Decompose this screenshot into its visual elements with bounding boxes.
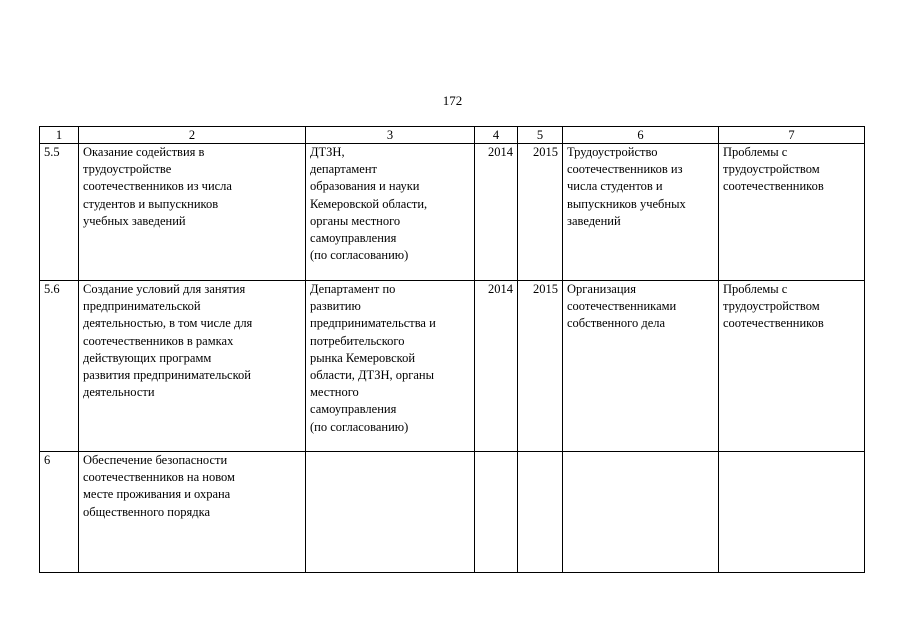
row-number: 5.6 [40, 281, 79, 452]
end-year-cell [518, 452, 563, 573]
column-number-3: 3 [306, 127, 475, 144]
column-number-5: 5 [518, 127, 563, 144]
start-year-cell: 2014 [475, 281, 518, 452]
problem-cell: Проблемы с трудоустройством соотечественников [719, 144, 865, 281]
responsible-cell: Департамент по развитию предпринимательства и потребительского рынка Кемеровской области, ДТЗН, органы местного самоуправления (по согласованию) [306, 281, 475, 452]
end-year-cell: 2015 [518, 144, 563, 281]
result-cell: Трудоустройство соотечественников из числа студентов и выпускников учебных заведений [563, 144, 719, 281]
result-cell [563, 452, 719, 573]
activity-cell: Оказание содействия в трудоустройстве соотечественников из числа студентов и выпускников учебных заведений [79, 144, 306, 281]
table-row [40, 452, 865, 573]
row-number: 5.5 [40, 144, 79, 281]
page-number: 172 [442, 93, 463, 108]
column-number-7: 7 [719, 127, 865, 144]
start-year-cell [475, 452, 518, 573]
column-number-2: 2 [79, 127, 306, 144]
program-activities-table [39, 126, 865, 573]
column-number-4: 4 [475, 127, 518, 144]
problem-cell: Проблемы с трудоустройством соотечественников [719, 281, 865, 452]
activity-cell: Обеспечение безопасности соотечественников на новом месте проживания и охрана общественного порядка [79, 452, 306, 573]
column-number-row [40, 127, 865, 144]
result-cell: Организация соотечественниками собственного дела [563, 281, 719, 452]
row-number: 6 [40, 452, 79, 573]
column-number-6: 6 [563, 127, 719, 144]
start-year-cell: 2014 [475, 144, 518, 281]
responsible-cell: ДТЗН, департамент образования и науки Кемеровской области, органы местного самоуправления (по согласованию) [306, 144, 475, 281]
table-row [40, 144, 865, 281]
problem-cell [719, 452, 865, 573]
responsible-cell [306, 452, 475, 573]
end-year-cell: 2015 [518, 281, 563, 452]
column-number-1: 1 [40, 127, 79, 144]
table-row [40, 281, 865, 452]
activity-cell: Создание условий для занятия предпринимательской деятельностью, в том числе для соотечественников в рамках действующих программ развития предпринимательской деятельности [79, 281, 306, 452]
